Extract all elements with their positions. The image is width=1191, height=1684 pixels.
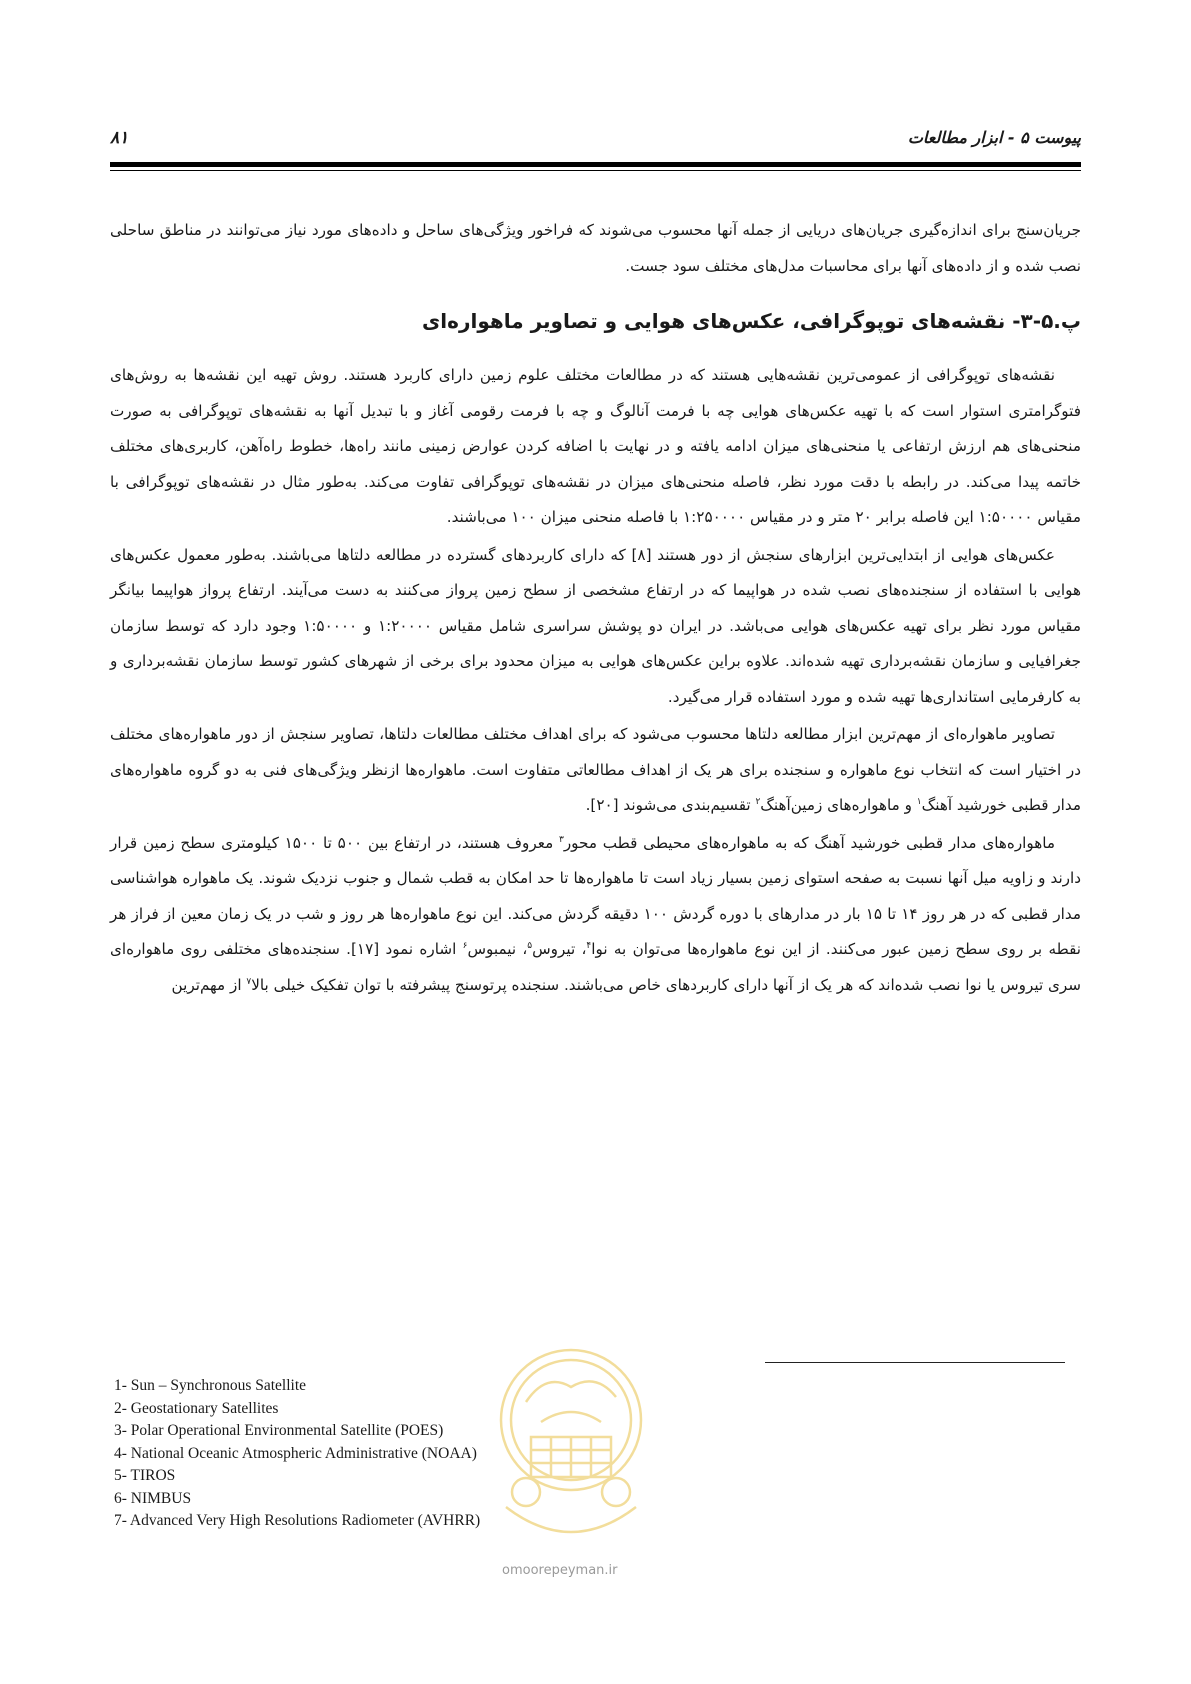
footnote-ref-3: ۳ xyxy=(559,834,564,845)
header-rule-thin xyxy=(110,170,1081,171)
footnote-separator xyxy=(765,1362,1065,1363)
footnote-5: 5- TIROS xyxy=(114,1467,176,1484)
footnotes xyxy=(114,1375,480,1533)
header-rule-thick xyxy=(110,162,1081,167)
text-run: ماهواره‌های مدار قطبی خورشید آهنگ که به ماهواره‌های محیطی قطب محور xyxy=(563,833,1055,852)
footnote-2: 2- Geostationary Satellites xyxy=(114,1399,279,1417)
paragraph-aerial-photos: عکس‌های هوایی از ابتدایی‌ترین ابزارهای سنجش از دور هستند [۸] که دارای کاربردهای گسترده در مطالعه دلتاها می‌باشند. به‌طور معمول عکس‌های هوایی با استفاده از سنجنده‌های نصب شده در هواپیما که در ارتفاع مشخصی از سطح زمین پرواز می‌کنند به دست می‌آیند. ارتفاع پرواز هواپیما بیانگر مقیاس مورد نظر برای تهیه عکس‌های هوایی می‌باشد. در ایران دو پوشش سراسری شامل مقیاس ۱:۲۰۰۰۰ و ۱:۵۰۰۰۰ وجود دارد که توسط سازمان جغرافیایی و سازمان نقشه‌برداری تهیه شده‌اند. علاوه براین عکس‌های هوایی به میزان محدود برای برخی از شهرهای کشور توسط سازمان نقشه‌برداری و به کارفرمایی استانداری‌ها تهیه شده و مورد استفاده قرار می‌گیرد. xyxy=(110,545,1081,706)
watermark-url: omoorepeyman.ir xyxy=(502,1563,618,1578)
text-run: تقسیم‌بندی می‌شوند [۲۰]. xyxy=(585,796,756,814)
text-run: معروف هستند، در ارتفاع بین ۵۰۰ تا ۱۵۰۰ کیلومتری سطح زمین قرار دارند و زاویه میل آنها نسبت به صفحه استوای زمین بسیار زیاد است تا ماهواره‌ها تا حد امکان به قطب شمال و جنوب نزدیک شوند. یک ماهواره هواشناسی مدار قطبی که در هر روز ۱۴ تا ۱۵ بار در مدارهای با دوره گردش ۱۰۰ دقیقه گردش می‌کند. این نوع ماهواره‌ها هر روز و شب در یک زمان معین از فراز هر نقطه بر روی سطح زمین عبور می‌کنند. از این نوع ماهواره‌ها می‌توان به نوا xyxy=(110,833,1082,958)
paragraph-polar-satellites xyxy=(110,826,1081,1004)
footnote-ref-6: ۶ xyxy=(462,940,468,951)
paragraph-intro: جریان‌سنج برای اندازه‌گیری جریان‌های دریایی از جمله آنها محسوب می‌شوند که فراخور ویژگی‌های ساحل و داده‌های مورد نیاز می‌توانند در مناطق ساحلی نصب شده و از داده‌های آنها برای محاسبات مدل‌های مختلف سود جست. xyxy=(110,221,1081,275)
footnote-6: 6- NIMBUS xyxy=(114,1489,192,1507)
watermark-logo-icon xyxy=(486,1342,656,1557)
footnote-4: 4- National Oceanic Atmospheric Administrative (NOAA) xyxy=(114,1444,477,1462)
footnote-7: 7- Advanced Very High Resolutions Radiometer (AVHRR) xyxy=(114,1512,481,1529)
section-heading: پ.۵-۳- نقشه‌های توپوگرافی، عکس‌های هوایی و تصاویر ماهواره‌ای xyxy=(421,309,1081,333)
text-run: و ماهواره‌های زمین‌آهنگ xyxy=(760,796,917,814)
main-body xyxy=(110,213,1081,1003)
footnote-ref-5: ۵ xyxy=(527,940,533,951)
footnote-ref-7: ۷ xyxy=(246,976,252,987)
page-number: ۸۱ xyxy=(110,128,129,148)
text-run: اشاره نمود [۱۷]. سنجنده‌های مختلفی روی ماهواره‌ای سری تیروس یا نوا نصب شده‌اند که هر یک از آنها دارای کاربردهای خاص می‌باشند. سنجنده پرتوسنج پیشرفته با توان تفکیک خیلی بالا xyxy=(110,940,1081,994)
text-run: ، نیمبوس xyxy=(467,940,528,958)
footnote-ref-4: ۴ xyxy=(586,940,592,951)
footnote-1: 1- Sun – Synchronous Satellite xyxy=(114,1377,307,1394)
text-run: از مهم‌ترین xyxy=(171,975,247,994)
paragraph-topographic-maps: نقشه‌های توپوگرافی از عمومی‌ترین نقشه‌هایی هستند که در مطالعات مختلف علوم زمین دارای کاربرد هستند. روش تهیه این نقشه‌ها به روش‌های فتوگرامتری استوار است که با تهیه عکس‌های هوایی چه با فرمت آنالوگ و چه با فرمت رقومی آغاز و با تبدیل آنها به نقشه‌های توپوگرافی به صورت منحنی‌های هم ارزش ارتفاعی یا منحنی‌های میزان ادامه یافته و در نهایت با اضافه کردن عوارض زمینی مانند راه‌ها، خطوط راه‌آهن، کاربری‌های مختلف خاتمه پیدا می‌کند. در رابطه با دقت مورد نظر، فاصله منحنی‌های میزان در نقشه‌های توپوگرافی تفاوت می‌کند. به‌طور مثال در نقشه‌های توپوگرافی با مقیاس ۱:۵۰۰۰۰ این فاصله برابر ۲۰ متر و در مقیاس ۱:۲۵۰۰۰۰ با فاصله منحنی میزان ۱۰۰ می‌باشند. xyxy=(110,366,1081,526)
footnote-ref-2: ۲ xyxy=(755,796,761,807)
text-run: تصاویر ماهواره‌ای از مهم‌ترین ابزار مطالعه دلتاها محسوب می‌شود که برای اهداف مختلف مطالعات دلتاها، تصاویر سنجش از دور ماهواره‌های مختلف در اختیار است که انتخاب نوع ماهواره و سنجنده برای هر یک از اهداف مطالعاتی متفاوت است. ماهواره‌ها ازنظر ویژگی‌های فنی به دو گروه ماهواره‌های مدار قطبی خورشید آهنگ xyxy=(110,725,1081,814)
running-title: پیوست ۵ - ابزار مطالعات xyxy=(907,128,1081,147)
footnote-3: 3- Polar Operational Environmental Satellite (POES) xyxy=(114,1422,444,1439)
page-header xyxy=(110,128,1081,158)
text-run: ، تیروس xyxy=(532,940,587,958)
paragraph-satellite-images xyxy=(110,717,1081,824)
footnote-ref-1: ۱ xyxy=(916,796,922,807)
